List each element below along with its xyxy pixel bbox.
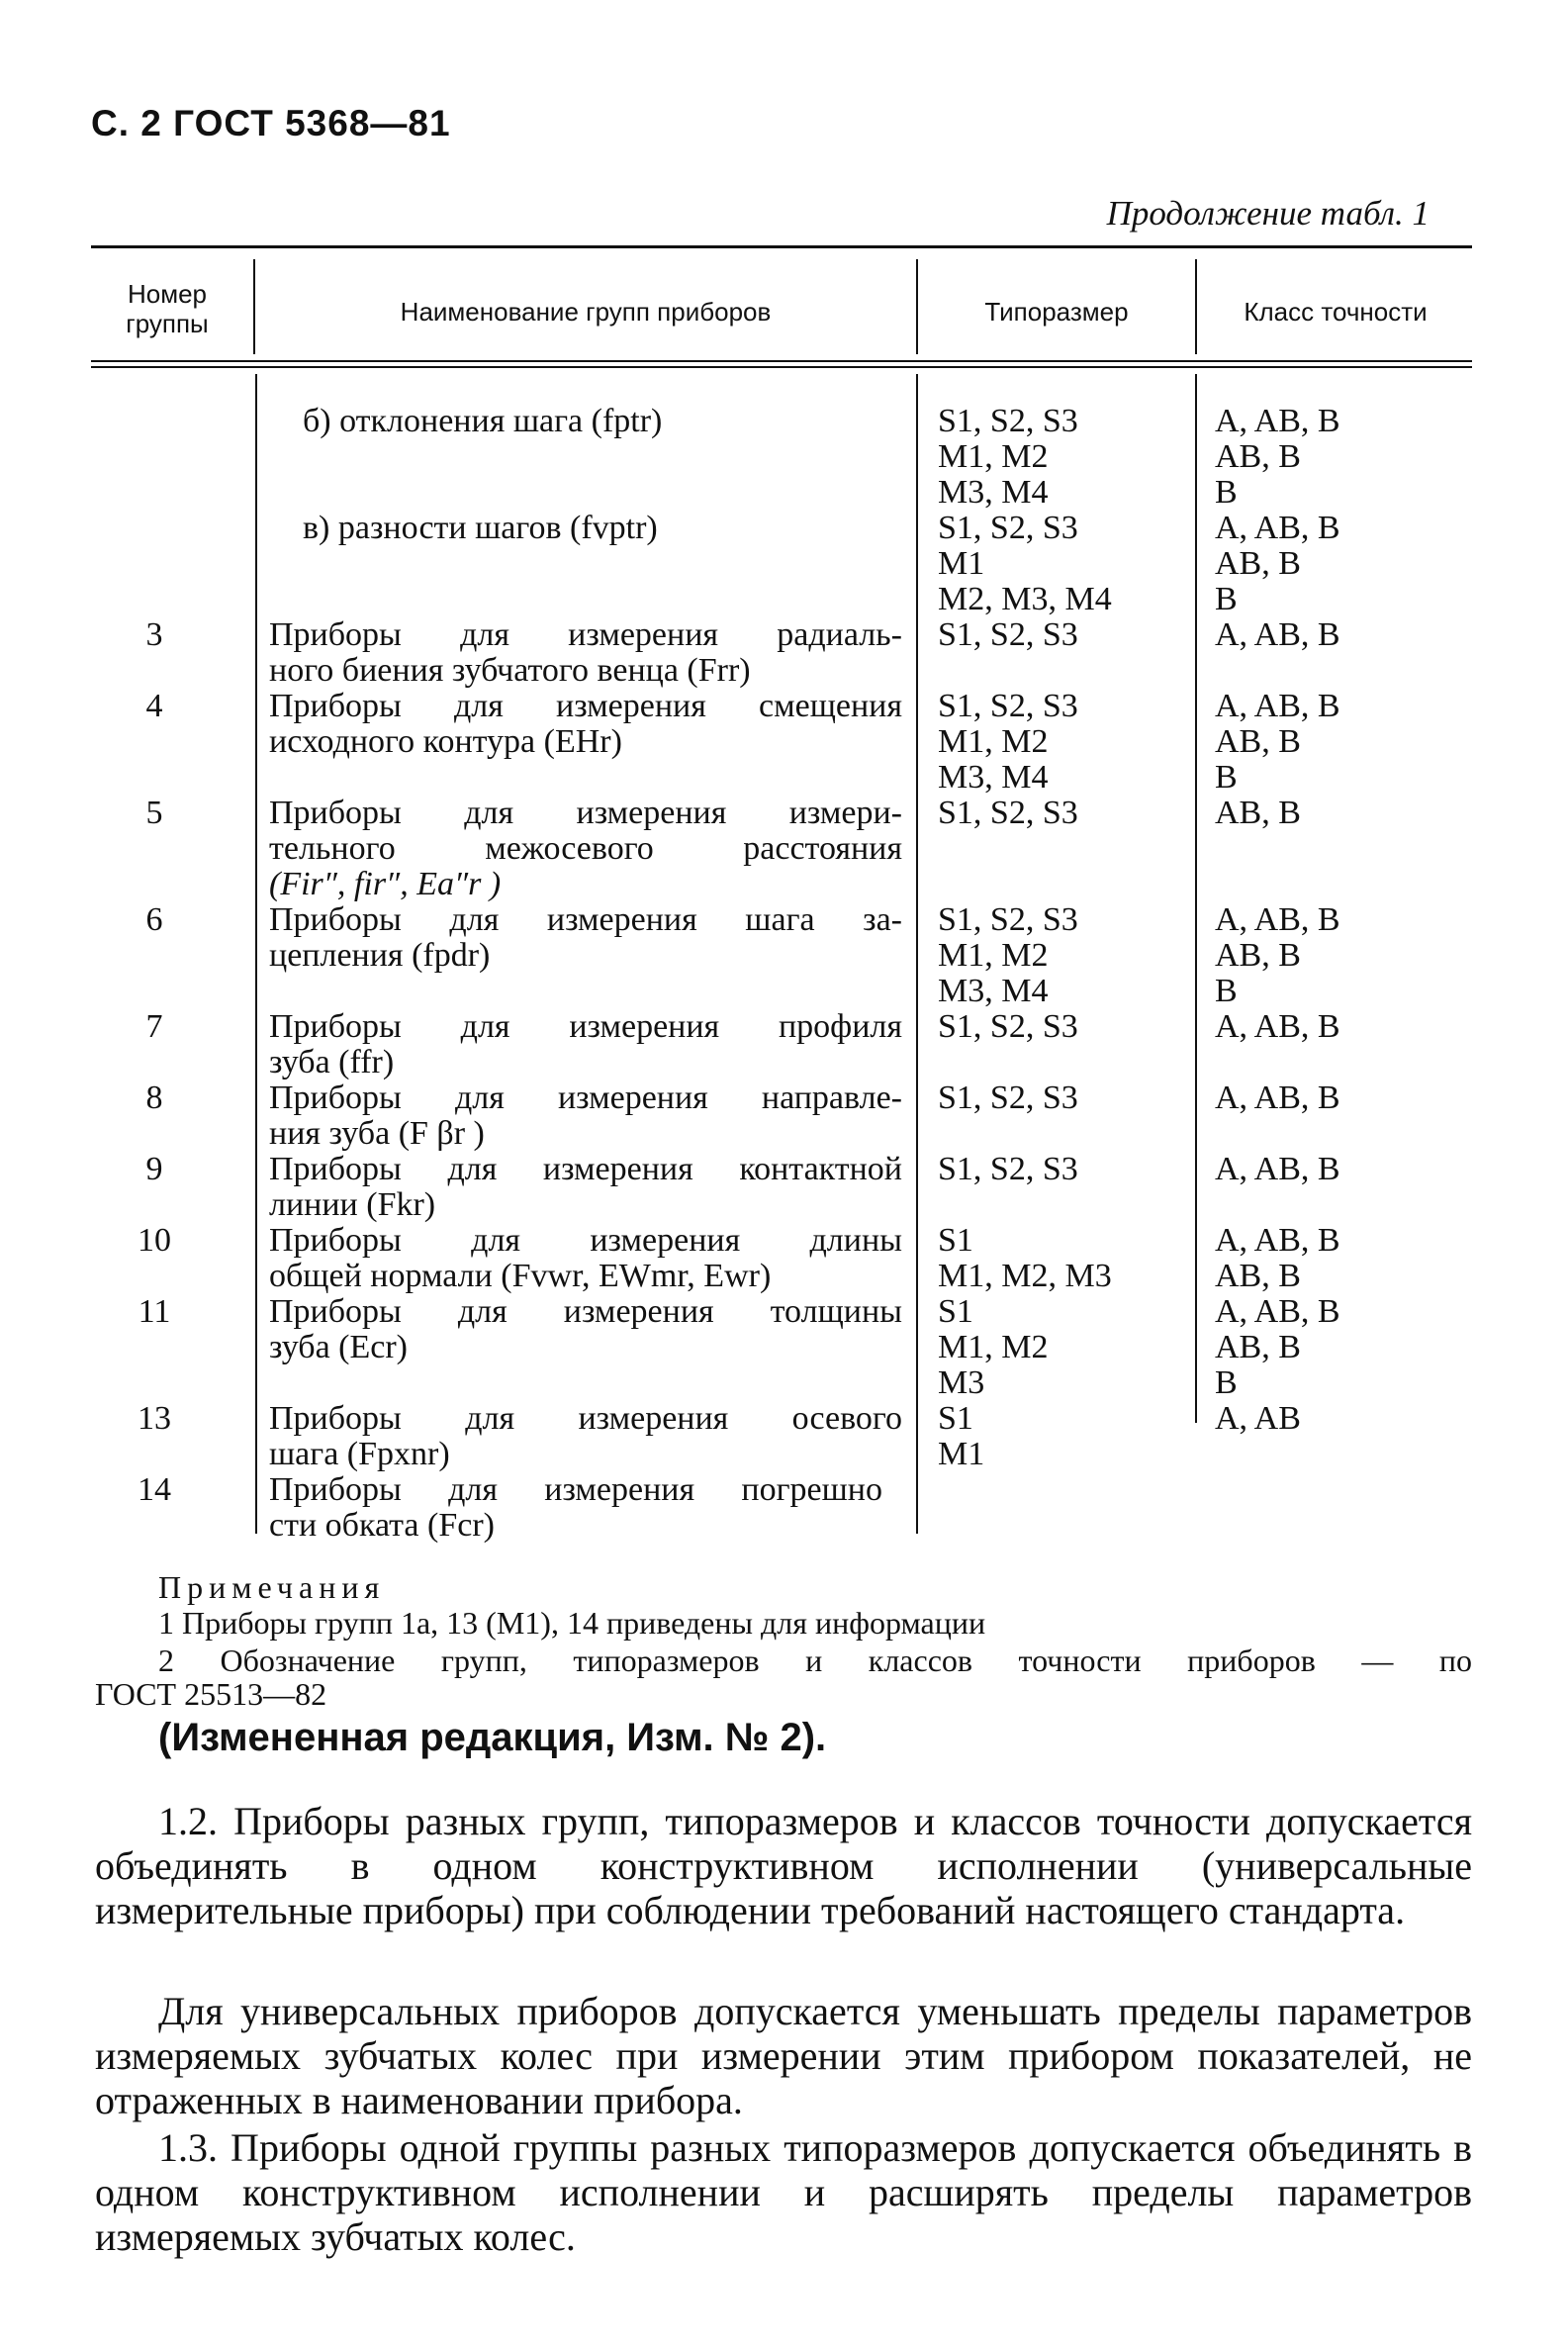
group-10-size-1: S1: [938, 1222, 973, 1259]
group-4-class-2: AB, B: [1215, 723, 1301, 760]
group-10-size-2: M1, M2, M3: [938, 1258, 1112, 1294]
group-3-size-1: S1, S2, S3: [938, 616, 1078, 653]
group-4-size-2: M1, M2: [938, 723, 1049, 760]
group-13-size-1: S1: [938, 1400, 973, 1437]
group-6-name-2: цепления (fpdr): [269, 937, 491, 974]
row-v-class-1: A, AB, B: [1215, 510, 1340, 546]
group-5-number: 5: [145, 795, 163, 831]
group-3-name-1: Приборы для измерения радиаль-: [269, 616, 902, 653]
group-4-number: 4: [145, 688, 163, 724]
row-b-name: б) отклонения шага (fptr): [303, 403, 663, 439]
group-10-number: 10: [138, 1222, 171, 1259]
group-11-size-2: M1, M2: [938, 1329, 1049, 1365]
page-header: С. 2 ГОСТ 5368—81: [91, 103, 451, 143]
group-6-size-2: M1, M2: [938, 937, 1049, 974]
group-4-size-3: M3, M4: [938, 759, 1049, 796]
group-5-name-1: Приборы для измерения измери-: [269, 795, 902, 831]
group-6-class-1: A, AB, B: [1215, 901, 1340, 938]
row-v-class-3: B: [1215, 581, 1238, 617]
group-7-class-1: A, AB, B: [1215, 1008, 1340, 1045]
group-5-name-2: тельного межосевого расстояния: [269, 830, 902, 867]
group-8-class-1: A, AB, B: [1215, 1080, 1340, 1116]
group-9-class-1: A, AB, B: [1215, 1151, 1340, 1187]
row-b-class-3: B: [1215, 474, 1238, 511]
group-14-name-2: сти обката (Fcr): [269, 1507, 495, 1544]
group-6-name-1: Приборы для измерения шага за-: [269, 901, 902, 938]
group-13-number: 13: [138, 1400, 171, 1437]
group-3-class-1: A, AB, B: [1215, 616, 1340, 653]
note-2-line-1: 2 Обозначение групп, типоразмеров и классов точности приборов — по: [158, 1643, 1472, 1678]
revision-note: (Измененная редакция, Изм. № 2).: [158, 1716, 827, 1759]
group-5-size-1: S1, S2, S3: [938, 795, 1078, 831]
note-1: 1 Приборы групп 1а, 13 (M1), 14 приведены для информации: [158, 1605, 986, 1641]
row-v-class-2: AB, B: [1215, 545, 1301, 582]
row-b-size-3: M3, M4: [938, 474, 1049, 511]
col-divider-3-header: [1195, 259, 1197, 354]
row-b-class-2: AB, B: [1215, 438, 1301, 475]
group-6-number: 6: [145, 901, 163, 938]
group-8-name-2: ния зуба (F βr ): [269, 1115, 485, 1152]
group-4-class-1: A, AB, B: [1215, 688, 1340, 724]
group-3-number: 3: [145, 616, 163, 653]
col-header-size: Типоразмер: [984, 297, 1129, 327]
row-b-size-2: M1, M2: [938, 438, 1049, 475]
group-9-number: 9: [145, 1151, 163, 1187]
group-14-name-1: Приборы для измерения погрешно: [269, 1471, 882, 1508]
group-11-number: 11: [138, 1293, 171, 1330]
paragraph-1-2: 1.2. Приборы разных групп, типоразмеров и классов точности допускается объединять в одном конструктивном исполнении (универсальные измерительные приборы) при соблюдении требований настоящего стандарта.: [95, 1799, 1472, 1932]
col-divider-2: [916, 374, 918, 1534]
group-8-size-1: S1, S2, S3: [938, 1080, 1078, 1116]
group-13-size-2: M1: [938, 1436, 985, 1472]
col-header-name: Наименование групп приборов: [400, 297, 772, 327]
col-divider-3: [1195, 374, 1197, 1423]
group-11-class-1: A, AB, B: [1215, 1293, 1340, 1330]
group-8-number: 8: [145, 1080, 163, 1116]
group-11-name-2: зуба (Ecr): [269, 1329, 408, 1365]
table-top-rule: [91, 245, 1472, 248]
group-8-name-1: Приборы для измерения направле-: [269, 1080, 902, 1116]
col-divider-2-header: [916, 259, 918, 354]
group-11-name-1: Приборы для измерения толщины: [269, 1293, 902, 1330]
group-14-number: 14: [138, 1471, 171, 1508]
table-header-rule-2: [91, 366, 1472, 368]
group-10-class-2: AB, B: [1215, 1258, 1301, 1294]
group-5-class-1: AB, B: [1215, 795, 1301, 831]
group-6-size-1: S1, S2, S3: [938, 901, 1078, 938]
group-6-class-2: AB, B: [1215, 937, 1301, 974]
group-7-name-2: зуба (ffr): [269, 1044, 395, 1080]
row-v-name: в) разности шагов (fvptr): [303, 510, 658, 546]
group-11-size-3: M3: [938, 1364, 985, 1401]
notes-title: Примечания: [158, 1569, 386, 1605]
group-11-size-1: S1: [938, 1293, 973, 1330]
group-10-name-2: общей нормали (Fvwr, EWmr, Ewr): [269, 1258, 772, 1294]
group-3-name-2: ного биения зубчатого венца (Frr): [269, 652, 751, 689]
col-header-number: Номер группы: [126, 279, 209, 338]
group-9-size-1: S1, S2, S3: [938, 1151, 1078, 1187]
col-divider-1: [255, 374, 257, 1534]
group-10-class-1: A, AB, B: [1215, 1222, 1340, 1259]
group-9-name-2: линии (Fkr): [269, 1186, 436, 1223]
group-13-name-2: шага (Fpxnr): [269, 1436, 450, 1472]
group-9-name-1: Приборы для измерения контактной: [269, 1151, 902, 1187]
group-11-class-2: AB, B: [1215, 1329, 1301, 1365]
row-v-size-1: S1, S2, S3: [938, 510, 1078, 546]
group-7-name-1: Приборы для измерения профиля: [269, 1008, 902, 1045]
row-b-size-1: S1, S2, S3: [938, 403, 1078, 439]
group-13-name-1: Приборы для измерения осевого: [269, 1400, 902, 1437]
group-11-class-3: B: [1215, 1364, 1238, 1401]
col-divider-1-header: [253, 259, 255, 354]
row-v-size-2: M1: [938, 545, 985, 582]
group-4-size-1: S1, S2, S3: [938, 688, 1078, 724]
paragraph-universal: Для универсальных приборов допускается уменьшать пределы параметров измеряемых зубчатых колес при измерении этим прибором показателей, не отраженных в наименовании прибора.: [95, 1989, 1472, 2122]
col-header-accuracy: Класс точности: [1244, 297, 1428, 327]
paragraph-1-3: 1.3. Приборы одной группы разных типоразмеров допускается объединять в одном конструктивном исполнении и расширять пределы параметров измеряемых зубчатых колес.: [95, 2125, 1472, 2259]
group-7-number: 7: [145, 1008, 163, 1045]
row-b-class-1: A, AB, B: [1215, 403, 1340, 439]
group-6-class-3: B: [1215, 973, 1238, 1009]
group-4-name-1: Приборы для измерения смещения: [269, 688, 902, 724]
group-10-name-1: Приборы для измерения длины: [269, 1222, 902, 1259]
group-4-class-3: B: [1215, 759, 1238, 796]
table-header-rule-1: [91, 360, 1472, 362]
group-4-name-2: исходного контура (EHr): [269, 723, 622, 760]
group-13-class-1: A, AB: [1215, 1400, 1301, 1437]
row-v-size-3: M2, M3, M4: [938, 581, 1112, 617]
group-6-size-3: M3, M4: [938, 973, 1049, 1009]
group-5-name-3: (Fir″, fir″, Ea″r ): [269, 866, 502, 902]
table-continuation-label: Продолжение табл. 1: [1106, 194, 1430, 233]
note-2-line-2: ГОСТ 25513—82: [95, 1676, 327, 1712]
group-7-size-1: S1, S2, S3: [938, 1008, 1078, 1045]
